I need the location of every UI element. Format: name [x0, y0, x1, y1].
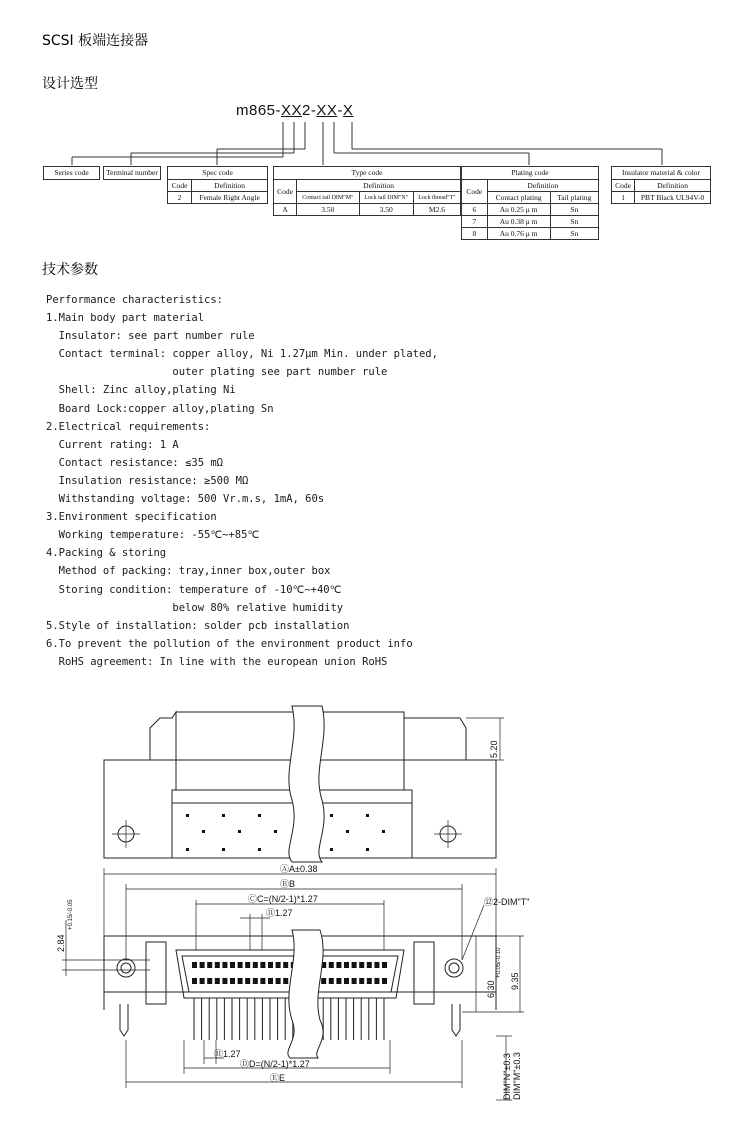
contact-socket — [192, 978, 197, 984]
contact-socket — [192, 962, 197, 968]
contact-socket — [200, 978, 205, 984]
spec-col-code: Code — [168, 180, 192, 192]
contact-socket — [245, 978, 250, 984]
contact-socket — [367, 978, 372, 984]
contact-socket — [200, 962, 205, 968]
dim-2-dim-t: ⑫2-DIM"T" — [484, 897, 530, 907]
dim-284: 2.84 — [56, 934, 66, 952]
pn-prefix: m865- — [236, 102, 282, 119]
spec-col-def: Definition — [192, 180, 268, 192]
perf-line: Board Lock:copper alloy,plating Sn — [46, 402, 274, 415]
plating-row-cell: Sn — [550, 204, 598, 216]
contact-pin — [366, 848, 369, 851]
contact-socket — [276, 978, 281, 984]
contact-socket — [336, 978, 341, 984]
plating-row-cell: Au 0.25 μ m — [487, 204, 550, 216]
contact-socket — [215, 962, 220, 968]
contact-pin — [222, 848, 225, 851]
pn-insulator: X — [342, 102, 354, 119]
contact-pin — [258, 848, 261, 851]
dim-127-bottom: ⑪1.27 — [214, 1049, 241, 1059]
pn-dash: - — [337, 102, 343, 119]
perf-line: below 80% relative humidity — [46, 601, 344, 614]
dim-e: ⒺE — [270, 1073, 286, 1083]
plating-sub: Tail plating — [550, 192, 598, 204]
type-col-code: Code — [274, 180, 297, 204]
dim-127-top: ⑪1.27 — [266, 908, 293, 918]
terminal-number-box: Terminal number — [103, 166, 161, 180]
selection-heading: 设计选型 — [42, 76, 98, 92]
type-title: Type code — [274, 167, 461, 180]
contact-socket — [238, 962, 243, 968]
contact-socket — [253, 978, 258, 984]
contact-socket — [283, 978, 288, 984]
insulator-col-code: Code — [612, 180, 635, 192]
type-sub: Lock tail DIM"N" — [359, 192, 413, 204]
pn-plating: X — [326, 102, 338, 119]
series-code-box: Series code — [43, 166, 100, 180]
plating-sub: Contact plating — [487, 192, 550, 204]
contact-pin — [330, 814, 333, 817]
pn-type: X — [316, 102, 327, 119]
contact-pin — [186, 814, 189, 817]
perf-line: RoHS agreement: In line with the european union RoHS — [46, 655, 388, 668]
contact-pin — [186, 848, 189, 851]
spec-row-def: Female Right Angle — [192, 192, 268, 204]
contact-socket — [359, 978, 364, 984]
plating-row-cell: Sn — [550, 228, 598, 240]
spec-title: Spec code — [168, 167, 268, 180]
contact-socket — [283, 962, 288, 968]
contact-pin — [202, 830, 205, 833]
perf-line: Withstanding voltage: 500 Vr.m.s, 1mA, 60s — [46, 493, 325, 506]
dim-m: DIM"M"±0.3 — [512, 1052, 522, 1100]
contact-socket — [207, 962, 212, 968]
pn-terminal: XX — [281, 102, 303, 119]
contact-pin — [238, 830, 241, 833]
plating-row-cell: Sn — [550, 216, 598, 228]
contact-pin — [346, 830, 349, 833]
contact-socket — [215, 978, 220, 984]
contact-pin — [366, 814, 369, 817]
type-row-cell: 3.50 — [359, 204, 413, 216]
insulator-col-def: Definition — [635, 180, 711, 192]
page-title: SCSI 板端连接器 — [42, 33, 149, 49]
dim-b: ⒷB — [280, 879, 296, 889]
plating-col-code: Code — [462, 180, 488, 204]
contact-socket — [245, 962, 250, 968]
contact-socket — [260, 978, 265, 984]
type-col-def: Definition — [297, 180, 461, 192]
dim-935: 9.35 — [510, 972, 520, 990]
contact-socket — [336, 962, 341, 968]
insulator-row-code: 1 — [612, 192, 635, 204]
type-sub: Lock thread"T" — [413, 192, 460, 204]
pn-dash: - — [310, 102, 317, 119]
dim-c: ⒸC=(N/2-1)*1.27 — [248, 894, 318, 904]
type-sub: Contact tail DIM"M" — [297, 192, 359, 204]
perf-line: Working temperature: -55℃~+85℃ — [46, 529, 260, 542]
dim-284-tol: +0.15/-0.05 — [68, 899, 74, 930]
perf-line: Method of packing: tray,inner box,outer box — [46, 565, 331, 578]
contact-socket — [230, 962, 235, 968]
contact-socket — [268, 978, 273, 984]
contact-pin — [222, 814, 225, 817]
contact-socket — [230, 978, 235, 984]
perf-line: 3.Environment specification — [46, 511, 217, 524]
pn-spec: 2 — [302, 102, 311, 119]
perf-line: outer plating see part number rule — [46, 366, 388, 379]
contact-socket — [238, 978, 243, 984]
plating-row-cell: 7 — [462, 216, 488, 228]
contact-socket — [352, 978, 357, 984]
dim-520: 5.20 — [489, 740, 499, 758]
perf-line: Contact resistance: ≤35 mΩ — [46, 456, 224, 469]
perf-line: Contact terminal: copper alloy, Ni 1.27μm Min. under plated, — [46, 348, 438, 361]
plating-row-cell: Au 0.38 μ m — [487, 216, 550, 228]
dim-a: ⒶA±0.38 — [280, 864, 318, 874]
type-row-cell: A — [274, 204, 297, 216]
contact-socket — [352, 962, 357, 968]
contact-socket — [374, 978, 379, 984]
perf-line: Insulator: see part number rule — [46, 330, 255, 343]
contact-socket — [374, 962, 379, 968]
contact-socket — [207, 978, 212, 984]
perf-line: Insulation resistance: ≥500 MΩ — [46, 474, 249, 487]
contact-socket — [329, 978, 334, 984]
perf-line: 5.Style of installation: solder pcb installation — [46, 619, 350, 632]
contact-socket — [344, 962, 349, 968]
contact-socket — [367, 962, 372, 968]
contact-socket — [344, 978, 349, 984]
type-row-cell: M2.6 — [413, 204, 460, 216]
contact-socket — [359, 962, 364, 968]
plating-title: Plating code — [462, 167, 599, 180]
contact-socket — [382, 978, 387, 984]
plating-col-def: Definition — [487, 180, 598, 192]
perf-line: Shell: Zinc alloy,plating Ni — [46, 384, 236, 397]
contact-socket — [329, 962, 334, 968]
perf-line: 2.Electrical requirements: — [46, 420, 211, 433]
dim-630: 6.30 — [486, 980, 496, 998]
plating-row-cell: 8 — [462, 228, 488, 240]
contact-socket — [321, 978, 326, 984]
contact-pin — [258, 814, 261, 817]
perf-line: Current rating: 1 A — [46, 438, 179, 451]
contact-socket — [260, 962, 265, 968]
technical-heading: 技术参数 — [42, 262, 98, 278]
contact-socket — [222, 962, 227, 968]
dim-n: DIM"N"±0.3 — [502, 1053, 512, 1100]
perf-line: 4.Packing & storing — [46, 547, 167, 560]
perf-line: 1.Main body part material — [46, 312, 205, 325]
perf-line: Storing condition: temperature of -10℃~+40℃ — [46, 583, 342, 596]
contact-socket — [253, 962, 258, 968]
contact-socket — [382, 962, 387, 968]
perf-line: 6.To prevent the pollution of the environment product info — [46, 637, 413, 650]
contact-socket — [222, 978, 227, 984]
dim-630-tol: +0.05/-0.10 — [496, 947, 502, 978]
perf-line: Performance characteristics: — [46, 294, 224, 306]
contact-pin — [274, 830, 277, 833]
insulator-title: Insulator material & color — [612, 167, 711, 180]
type-row-cell: 3.50 — [297, 204, 359, 216]
dim-d: ⒹD=(N/2-1)*1.27 — [240, 1059, 310, 1069]
insulator-row-def: PBT Black UL94V-0 — [635, 192, 711, 204]
contact-pin — [382, 830, 385, 833]
contact-pin — [330, 848, 333, 851]
spec-row-code: 2 — [168, 192, 192, 204]
plating-row-cell: Au 0.76 μ m — [487, 228, 550, 240]
contact-socket — [268, 962, 273, 968]
plating-row-cell: 6 — [462, 204, 488, 216]
contact-socket — [276, 962, 281, 968]
